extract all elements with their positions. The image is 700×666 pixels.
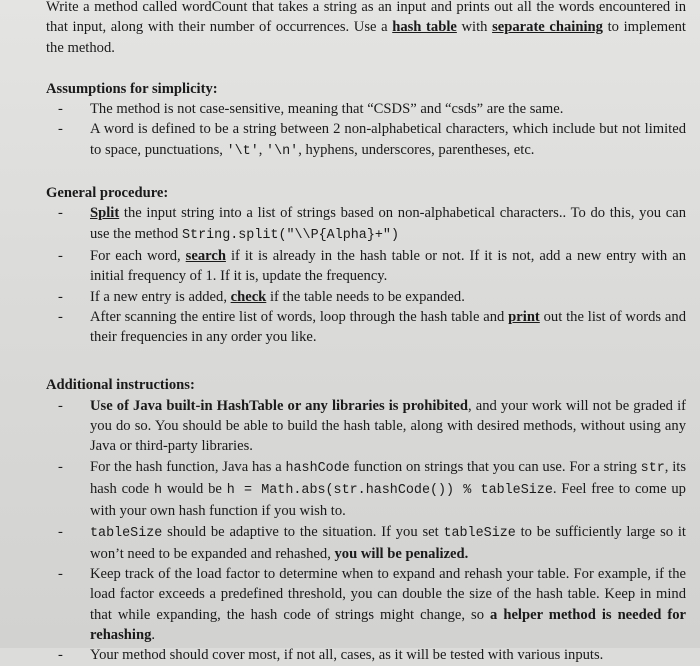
keyword-split: Split bbox=[90, 205, 120, 222]
list-item bbox=[46, 645, 686, 665]
bullet-dash: - bbox=[58, 566, 63, 583]
bullet-dash: - bbox=[58, 308, 63, 325]
item-text: function on strings that you can use. For a string bbox=[349, 458, 641, 475]
procedure-section bbox=[46, 183, 686, 347]
intro-paragraph bbox=[46, 0, 686, 58]
item-text: A word is defined to be a string between 2 non-alphabetical characters, which include but not limited to space, punctuations, bbox=[90, 121, 686, 158]
list-item bbox=[46, 564, 686, 645]
code-newline-char: '\n' bbox=[266, 143, 299, 159]
bullet-dash: - bbox=[58, 523, 63, 540]
assumptions-list bbox=[46, 99, 686, 162]
bold-text: a helper method is needed for rehashing bbox=[90, 606, 686, 644]
keyword-check: check bbox=[230, 288, 267, 305]
item-text: to be sufficiently large so it won’t need to be expanded and rehashed, bbox=[90, 523, 686, 562]
hash-table-term: hash table bbox=[392, 19, 457, 36]
bold-text: you will be penalized. bbox=[334, 545, 469, 562]
code-hash-formula: h = Math.abs(str.hashCode()) % tableSize bbox=[226, 482, 553, 498]
keyword-print: print bbox=[508, 308, 540, 325]
item-text: Keep track of the load factor to determine when to expand and rehash your table. For example, if the load factor exceeds a predefined threshold, you can double the size of the hash table. Keep in mind that while expanding, the hash code of strings might change, so bbox=[90, 566, 686, 623]
list-item bbox=[46, 396, 686, 457]
bullet-dash: - bbox=[58, 288, 63, 305]
bullet-dash: - bbox=[58, 397, 63, 414]
code-str: str bbox=[640, 460, 665, 476]
intro-text: to implement the method. bbox=[46, 19, 686, 56]
bullet-dash: - bbox=[58, 205, 63, 222]
item-text: The method is not case-sensitive, meaning that “CSDS” and “csds” are the same. bbox=[90, 101, 564, 118]
list-item bbox=[46, 99, 686, 119]
item-text: would be bbox=[162, 480, 227, 497]
bullet-dash: - bbox=[58, 458, 63, 475]
item-text: if it is already in the hash table or not. If it is not, add a new entry with an initial frequency of 1. If it is, update the frequency. bbox=[90, 247, 686, 285]
item-text: if the table needs to be expanded. bbox=[266, 288, 465, 305]
item-text: For each word, bbox=[90, 247, 186, 264]
separate-chaining-term: separate chaining bbox=[492, 19, 603, 36]
item-text: , its hash code bbox=[90, 458, 687, 497]
item-text: For the hash function, Java has a bbox=[90, 458, 286, 475]
procedure-list bbox=[46, 203, 686, 347]
item-text: If a new entry is added, bbox=[90, 288, 231, 305]
procedure-heading: General procedure: bbox=[46, 185, 169, 202]
code-tablesize: tableSize bbox=[443, 525, 516, 541]
additional-section bbox=[46, 375, 686, 665]
code-tablesize: tableSize bbox=[90, 525, 163, 541]
code-h: h bbox=[153, 482, 162, 498]
keyword-search: search bbox=[185, 247, 226, 264]
assumptions-section bbox=[46, 79, 686, 162]
assumptions-heading: Assumptions for simplicity: bbox=[46, 80, 218, 97]
bullet-dash: - bbox=[58, 121, 63, 138]
item-text: , hyphens, underscores, parentheses, etc. bbox=[298, 141, 535, 158]
list-item bbox=[46, 246, 686, 287]
item-text: After scanning the entire list of words, loop through the hash table and bbox=[90, 308, 509, 325]
item-text: . Feel free to come up with your own hash function if you wish to. bbox=[90, 480, 686, 520]
list-item bbox=[46, 203, 686, 246]
item-text: the input string into a list of strings based on non-alphabetical characters.. To do this, you can use the method bbox=[90, 205, 686, 242]
additional-list bbox=[46, 396, 686, 666]
list-item bbox=[46, 457, 686, 522]
bold-text: Use of Java built-in HashTable or any libraries is prohibited bbox=[90, 397, 468, 414]
item-text: out the list of words and their frequencies in any order you like. bbox=[90, 308, 686, 346]
list-item bbox=[46, 119, 686, 162]
item-text: , and your work will not be graded if you do so. You should be able to build the hash table, along with desired methods, without using any Java or third-party libraries. bbox=[90, 397, 686, 455]
additional-heading: Additional instructions: bbox=[46, 377, 195, 394]
code-hashcode: hashCode bbox=[285, 460, 350, 476]
item-text: . bbox=[151, 627, 156, 644]
intro-text: with bbox=[456, 19, 493, 36]
bullet-dash: - bbox=[58, 647, 63, 664]
code-split-call: String.split("\\P{Alpha}+") bbox=[182, 227, 399, 243]
list-item bbox=[46, 307, 686, 348]
intro-text: Write a method called wordCount that takes a string as an input and prints out all the words encountered in that input, along with their number of occurrences. Use a bbox=[46, 0, 686, 36]
list-item bbox=[46, 287, 686, 307]
code-tab-char: '\t' bbox=[226, 143, 259, 159]
item-text: , bbox=[258, 141, 267, 158]
item-text: Your method should cover most, if not all, cases, as it will be tested with various inputs. bbox=[90, 647, 604, 664]
bullet-dash: - bbox=[58, 247, 63, 264]
bullet-dash: - bbox=[58, 101, 63, 118]
list-item bbox=[46, 522, 686, 565]
item-text: should be adaptive to the situation. If you set bbox=[162, 523, 444, 540]
